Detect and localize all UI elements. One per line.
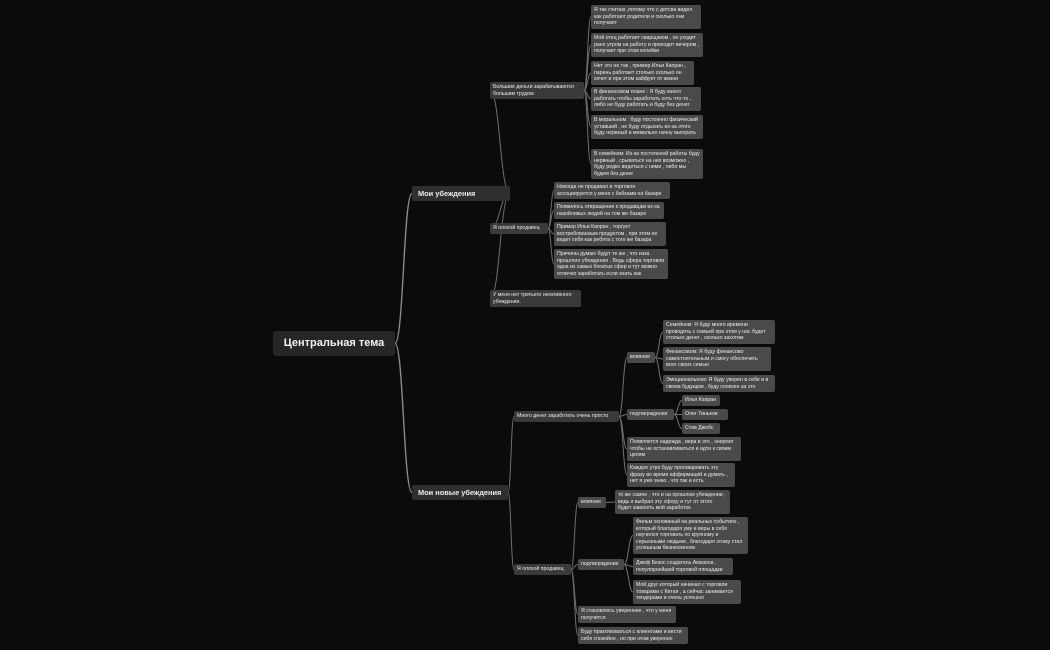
connector [490,91,510,194]
connector [395,344,412,493]
connector [508,417,514,493]
connector [624,536,633,565]
connector [619,417,627,476]
connector [655,332,663,358]
belief-1-detail-2[interactable]: Мой отец работает сварщиком , он уходит рано утром на работу и приходит вечером , получает при этом копейки [591,33,703,57]
connector [395,194,412,344]
influence-family[interactable]: Семейном: Я буду много времени проводить с семьей при этом у нас будет столько денег , сколько захотим [663,320,775,344]
easy-money-affirmation[interactable]: Каждое утро буду проговаривать эту фразу во время аффирмаций и думать , нет я уже знаю , что так и есть [627,463,735,487]
belief-no-third[interactable]: У меня нет третьего негативного убеждения. [490,290,581,307]
influence-emotion[interactable]: Эмоциональном: Я буду уверен в себе и в своем будущем , буду спокоен за это [663,375,775,392]
connector [571,570,578,636]
seller-confirmation[interactable]: подтверждение [578,559,624,570]
belief-1-detail-6[interactable]: В семейном: Из-за постоянной работы буду нервный , срываться на них возможно , буду редко видеться с ними , либо мы будем без денег [591,149,703,179]
belief-2-detail-4[interactable]: Причины думаю будут те же , что изза прошлого убеждения . Ведь сфера торговли одна из самых богатых сфер и тут можно отлично заработать если знать как [554,249,668,279]
connector [584,91,591,165]
belief-1-detail-1[interactable]: Я так считаю ,потому что с детсва видел как работают родители и сколько они получают [591,5,701,29]
belief-bad-seller[interactable]: Я плохой продавец [490,223,548,234]
belief-2-detail-1[interactable]: Никогда не продавал и торговля ассоциируется у меня с бабками на базаре [554,182,670,199]
connector [571,503,578,570]
central-topic[interactable]: Центральная тема [273,331,395,356]
connector [655,358,663,384]
connector [606,502,615,503]
seller-confidence[interactable]: Я становлюсь увереннее , что у меня получится [578,606,676,623]
belief-2-detail-3[interactable]: Пример Ильи Капран , торгует востребованным продуктом , при этом не ведет себя как ребята с того же базара [554,222,666,246]
belief-big-money-hard-work[interactable]: Большие деньги зарабатываются большим трудом [490,82,584,99]
belief-2-detail-2[interactable]: Появилось отвращение к продавцам из-за назойливых людей на том же базаре [554,202,664,219]
new-belief-easy-money[interactable]: Много денег заработать очень просто [514,411,619,422]
seller-confirmation-film[interactable]: Фильм основаный на реальных событиях , который благодаря уму и веры в себя научился торговать по крупному и серьезными людьми , благодаря этому стал успешным бизнесменом [633,517,748,554]
influence-finance[interactable]: Финансовом: Я буду финансово самостоятельным и смогу обеспечить всех своих семью [663,347,771,371]
belief-1-detail-4[interactable]: В финансовом плане : Я буду много работать чтобы заработать хоть что-то , либо не буду работать и буду без денег [591,87,701,111]
belief-1-detail-3[interactable]: Нет это не так , пример Ильи Капран , парень работает столько сколько он хочет и при этом кайфует от жизни [591,61,694,85]
confirmation-steve-jobs[interactable]: Стив Джобс [682,423,720,434]
connector [624,565,633,593]
branch-my-beliefs[interactable]: Мои убеждения [412,186,510,201]
new-belief-bad-seller[interactable]: Я плохой продавец [514,564,571,575]
branch-my-new-beliefs[interactable]: Мои новые убеждения [412,485,508,500]
easy-money-confirmations[interactable]: подтверждения [627,409,674,420]
seller-influence-detail[interactable]: то же самое , что и на прошлом убеждении , ведь я выбрал эту сферу и тут от этого будет зависеть мой заработок [615,490,730,514]
belief-1-detail-5[interactable]: В моральном : буду постоянно физический уставший , не буду отдыхать из-за этого буду нервный и мемально начну выгорать [591,115,703,139]
easy-money-hope[interactable]: Появляется надежда , вера в это , энергия чтобы не останавливаться и идти к своим целям [627,437,741,461]
confirmation-ilya-kapran[interactable]: Илья Капран [682,395,720,406]
connector [619,358,627,417]
connector [674,401,682,415]
connector [674,415,682,429]
seller-confirmation-friend[interactable]: Мой друг который начинал с торговли товарами с Китая , а сейчас занимается тендерами и очень успешно [633,580,741,604]
seller-confirmation-bezos[interactable]: Джеф Безос создатель Амазона , популярнейшей торговой площадки [633,558,733,575]
confirmation-oleg-tinkov[interactable]: Олег Тиньков [682,409,728,420]
easy-money-influence[interactable]: влияние [627,352,655,363]
connector [508,493,514,570]
seller-influence[interactable]: влияние [578,497,606,508]
seller-practice[interactable]: Буду практиковаться с клиентами и вести себя спокойно , но при этом уверенно [578,627,688,644]
